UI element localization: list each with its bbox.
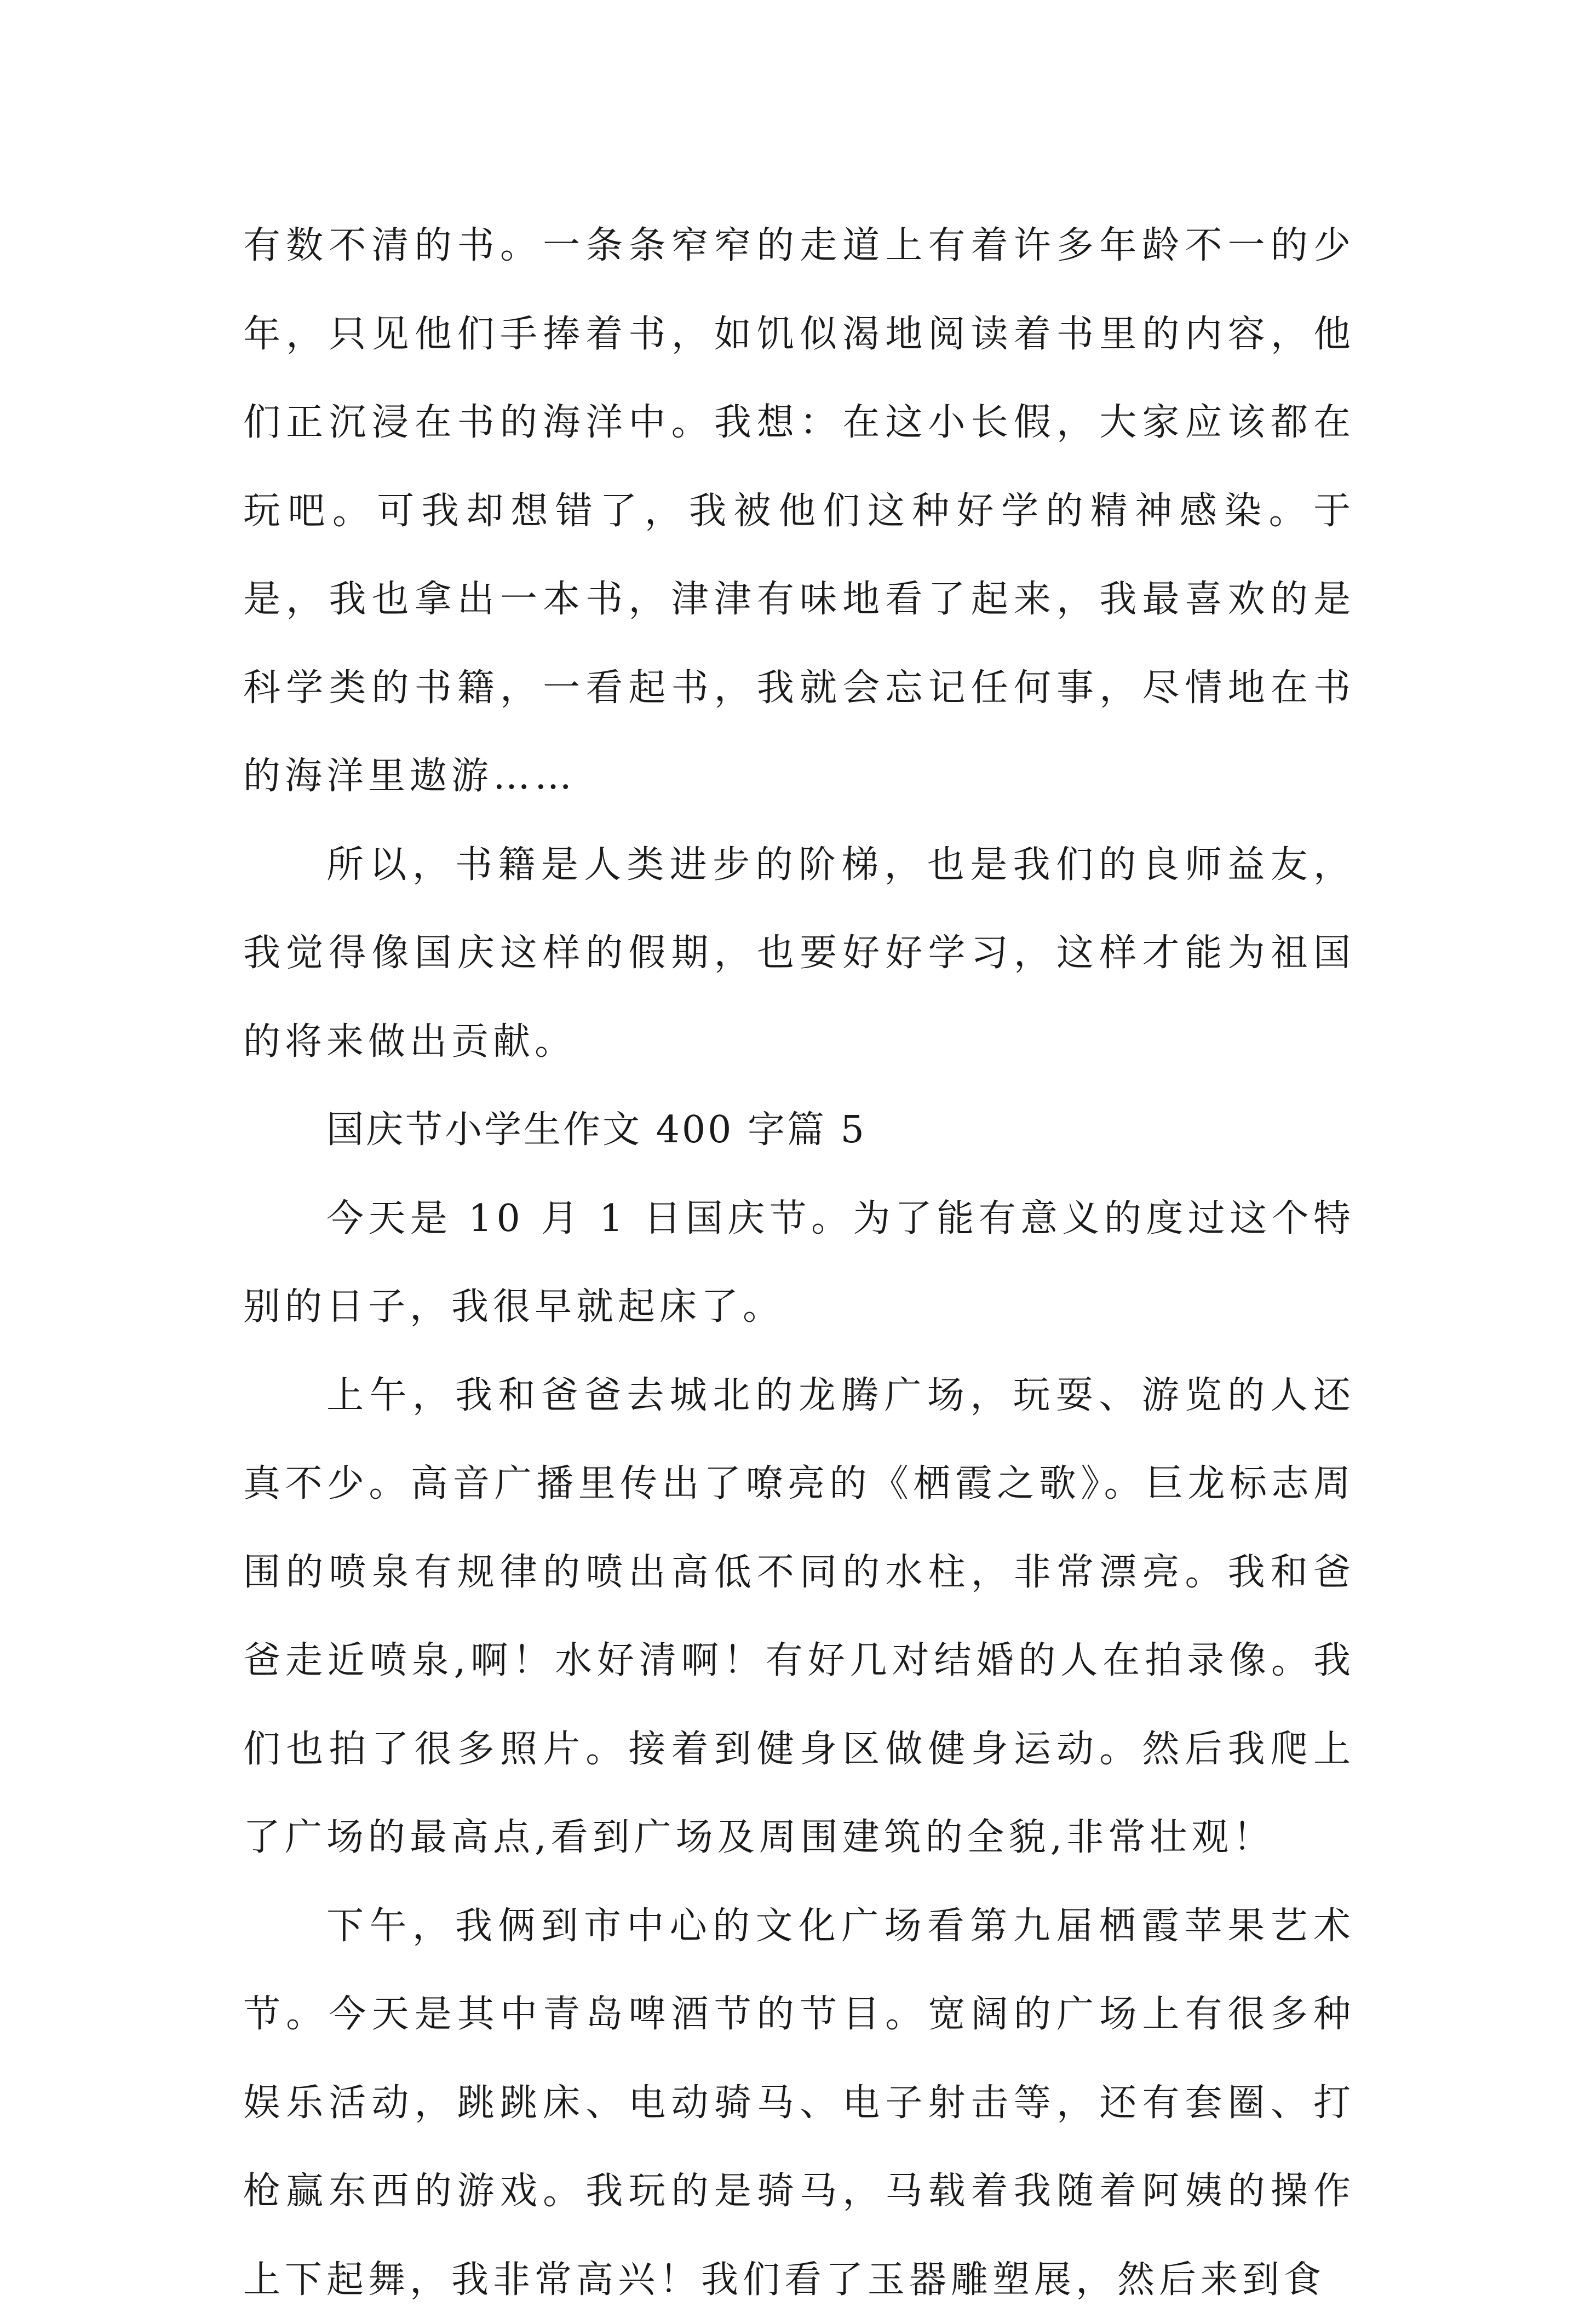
section-heading: 国庆节小学生作文 400 字篇 5 [243, 1086, 1355, 1175]
paragraph-intro: 今天是 10 月 1 日国庆节。为了能有意义的度过这个特别的日子，我很早就起床了。 [243, 1175, 1355, 1351]
paragraph-afternoon: 下午，我俩到市中心的文化广场看第九届栖霞苹果艺术节。今天是其中青岛啤酒节的节目。宽阔的广场上有很多种娱乐活动，跳跳床、电动骑马、电子射击等，还有套圈、打枪赢东西的游戏。我玩的是骑马，马载着我随着阿姨的操作上下起舞，我非常高兴！我们看了玉器雕塑展，然后来到食 [243, 1882, 1355, 2324]
paragraph-continued: 有数不清的书。一条条窄窄的走道上有着许多年龄不一的少年，只见他们手捧着书，如饥似渴地阅读着书里的内容，他们正沉浸在书的海洋中。我想：在这小长假，大家应该都在玩吧。可我却想错了，我被他们这种好学的精神感染。于是，我也拿出一本书，津津有味地看了起来，我最喜欢的是科学类的书籍，一看起书，我就会忘记任何事，尽情地在书的海洋里遨游…… [243, 202, 1355, 821]
document-page [243, 202, 1355, 2324]
paragraph-morning: 上午，我和爸爸去城北的龙腾广场，玩耍、游览的人还真不少。高音广播里传出了嘹亮的《栖霞之歌》。巨龙标志周围的喷泉有规律的喷出高低不同的水柱，非常漂亮。我和爸爸走近喷泉,啊！水好清啊！有好几对结婚的人在拍录像。我们也拍了很多照片。接着到健身区做健身运动。然后我爬上了广场的最高点,看到广场及周围建筑的全貌,非常壮观！ [243, 1351, 1355, 1882]
paragraph-conclusion: 所以，书籍是人类进步的阶梯，也是我们的良师益友，我觉得像国庆这样的假期，也要好好学习，这样才能为祖国的将来做出贡献。 [243, 821, 1355, 1086]
